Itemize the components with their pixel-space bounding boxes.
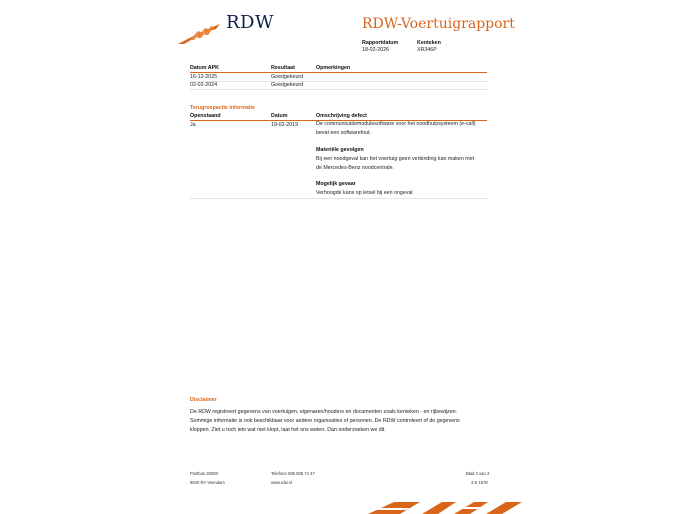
recall-gevaar-1: Verhoogde kans op letsel bij een ongeval bbox=[316, 190, 413, 196]
footer-postcode: 9640 RA Veendam bbox=[190, 480, 225, 485]
footer-website[interactable]: www.rdw.nl bbox=[271, 480, 292, 485]
apk-col-resultaat: Resultaat bbox=[271, 65, 295, 71]
rapportdatum-label: Rapportdatum bbox=[362, 40, 399, 46]
decorative-stripes-icon bbox=[360, 498, 530, 514]
recall-gevolgen-2: de Mercedes-Benz noodcentrale. bbox=[316, 165, 395, 171]
rdw-logo-icon bbox=[176, 22, 222, 46]
recall-col-datum: Datum bbox=[271, 113, 288, 119]
recall-section-title: Terugroepactie informatie bbox=[190, 105, 255, 111]
recall-datum: 19-02-2019 bbox=[271, 122, 299, 128]
apk-row-divider bbox=[190, 89, 487, 90]
apk-row-divider bbox=[190, 81, 487, 82]
recall-omschrijving-2: bevat een softwarefout. bbox=[316, 130, 372, 136]
recall-gevolgen-1: Bij een noodgeval kan het voertuig geen verbinding kan maken met bbox=[316, 156, 475, 162]
recall-col-openstaand: Openstaand bbox=[190, 113, 221, 119]
disclaimer-line-3: kloppen. Ziet u toch iets wat niet klopt, laat het ons weten. Dan onderzoeken we dit. bbox=[190, 427, 386, 433]
recall-gevolgen-title: Materiële gevolgen bbox=[316, 147, 364, 153]
logo-text: RDW bbox=[226, 12, 274, 33]
report-title: RDW-Voertuigrapport bbox=[362, 16, 515, 32]
apk-col-opmerkingen: Opmerkingen bbox=[316, 65, 351, 71]
apk-row-1-datum: 16-12-2025 bbox=[190, 74, 218, 80]
disclaimer-line-1: De RDW registreert gegevens van voertuigen, eigenaren/houders en documenten zoals kenteken - en rijbewijzen. bbox=[190, 409, 458, 415]
apk-row-1-resultaat: Goedgekeurd bbox=[271, 74, 304, 80]
rapportdatum-value: 18-02-2026 bbox=[362, 47, 390, 53]
recall-omschrijving-1: De communicatiemodulesoftware voor het noodhulpsysteem (e-call) bbox=[316, 121, 476, 127]
recall-openstaand: Ja bbox=[190, 122, 196, 128]
apk-row-2-datum: 02-02-2024 bbox=[190, 82, 218, 88]
recall-gevaar-title: Mogelijk gevaar bbox=[316, 181, 356, 187]
kenteken-label: Kenteken bbox=[417, 40, 441, 46]
apk-row-2-resultaat: Goedgekeurd bbox=[271, 82, 304, 88]
kenteken-value: XR346P bbox=[417, 47, 437, 53]
footer-page-number: Blad 3 van 3 bbox=[466, 471, 490, 476]
footer-postbus: Postbus 30000 bbox=[190, 471, 218, 476]
footer-code: 3 E 1678 bbox=[471, 480, 488, 485]
footer-telefoon: Telefoon 088 008 74 47 bbox=[271, 471, 315, 476]
recall-bottom-rule bbox=[190, 198, 487, 199]
apk-col-datum: Datum APK bbox=[190, 65, 219, 71]
disclaimer-title: Disclaimer bbox=[190, 397, 217, 403]
disclaimer-line-2: Sommige informatie is ook beschikbaar voor andere organisaties of personen. De RDW controleert of de gegevens bbox=[190, 418, 460, 424]
recall-col-omschrijving: Omschrijving defect bbox=[316, 113, 367, 119]
apk-header-rule bbox=[190, 72, 487, 73]
